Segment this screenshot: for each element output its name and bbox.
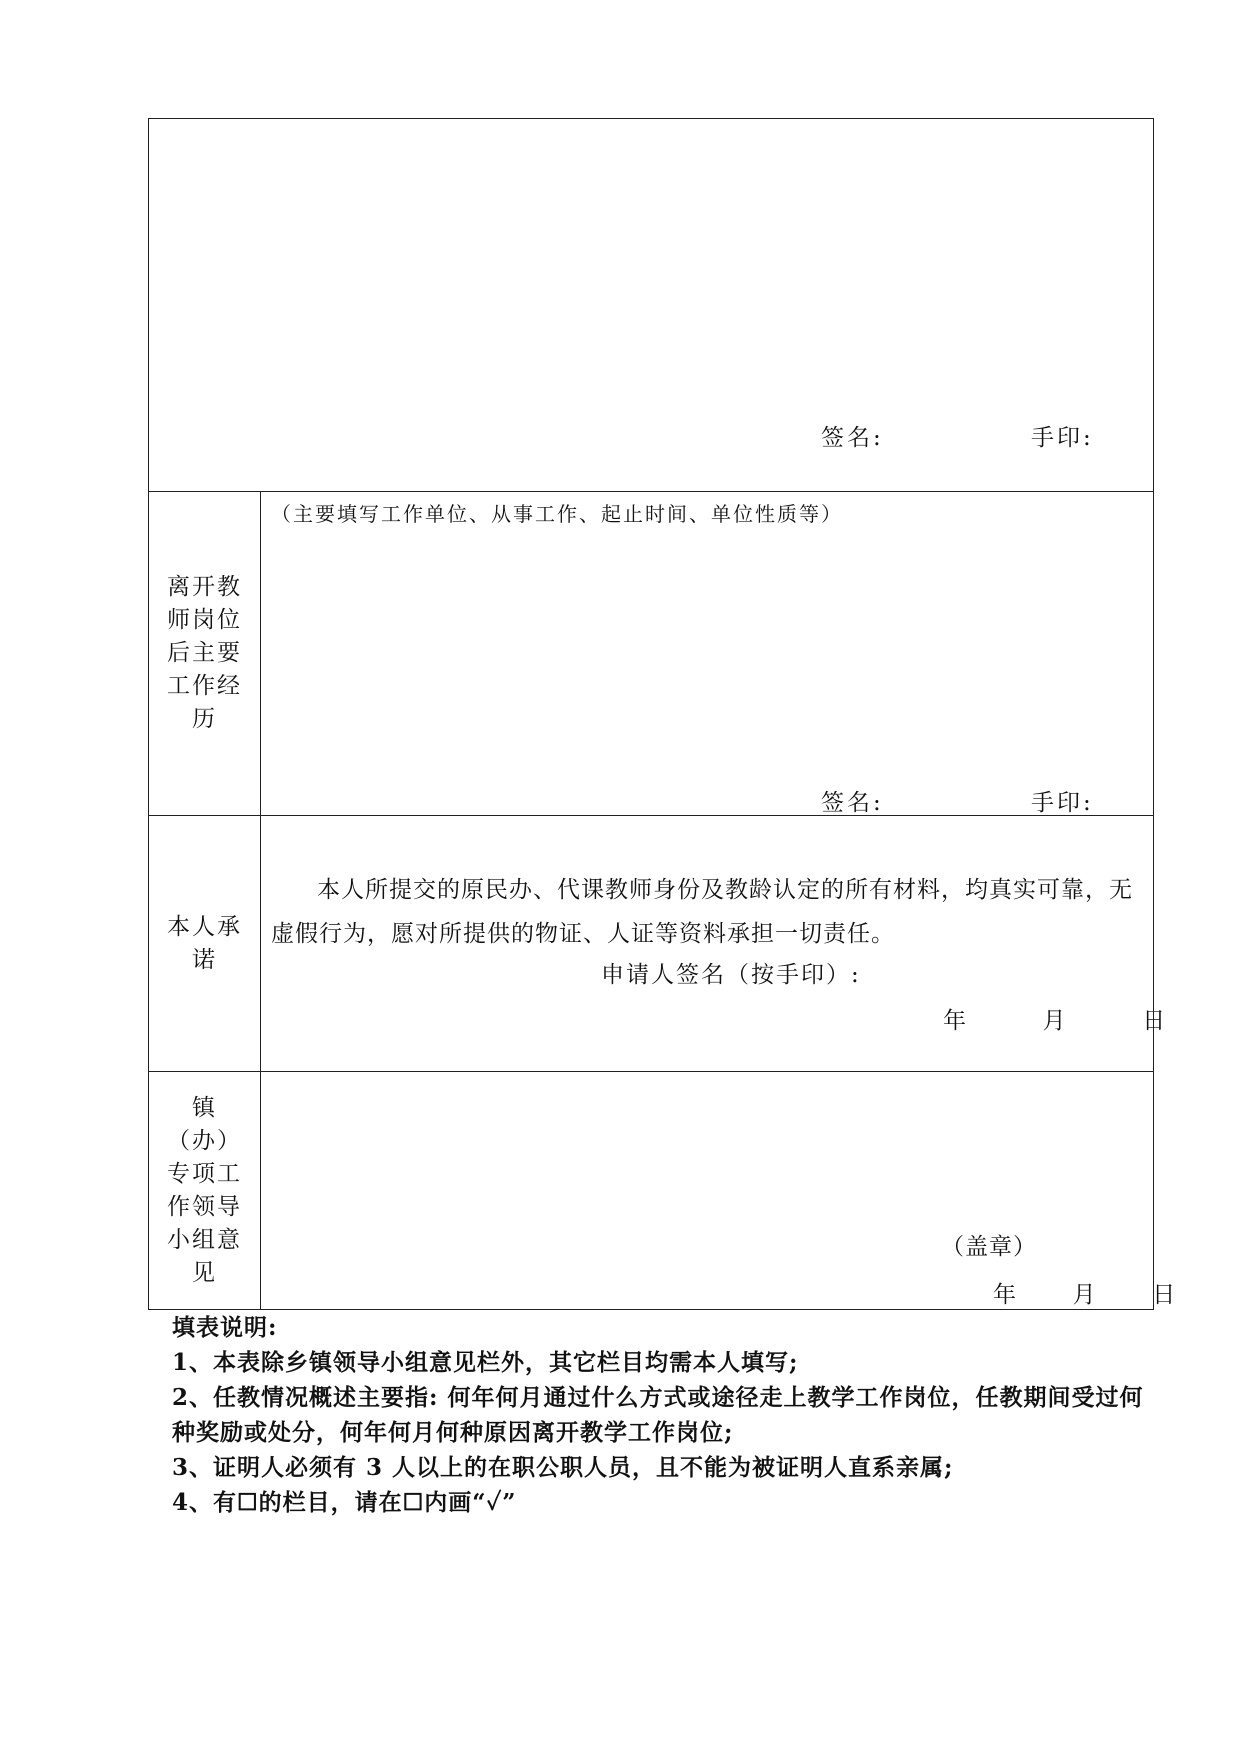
- commitment-label-cell: [149, 816, 261, 1071]
- commitment-year: 年: [943, 1008, 966, 1034]
- commitment-date-line: [943, 1002, 1165, 1035]
- form-instructions: [172, 1310, 1162, 1520]
- work-history-hint: （主要填写工作单位、从事工作、起止时间、单位性质等）: [271, 502, 843, 526]
- instruction-item: 2、任教情况概述主要指: 何年何月通过什么方式或途径走上教学工作岗位，任教期间受过何种奖励或处分，何年何月何种原因离开教学工作岗位;: [172, 1384, 1144, 1446]
- town-opinion-content[interactable]: [261, 1072, 1176, 1309]
- town-opinion-day: 日: [1152, 1282, 1176, 1308]
- commitment-month: 月: [1042, 1008, 1066, 1034]
- instruction-item: 1、本表除乡镇领导小组意见栏外，其它栏目均需本人填写;: [172, 1349, 799, 1376]
- town-opinion-year: 年: [993, 1282, 1016, 1308]
- commitment-text: 本人所提交的原民办、代课教师身份及教龄认定的所有材料，均真实可靠，无虚假行为，愿对所提供的物证、人证等资料承担一切责任。: [271, 877, 1133, 947]
- applicant-signature-label: 申请人签名（按手印）:: [601, 962, 861, 988]
- town-opinion-label-cell: [149, 1072, 261, 1309]
- work-history-label-cell: [149, 492, 261, 815]
- town-opinion-month: 月: [1072, 1282, 1096, 1308]
- town-opinion-label: 镇（办）专项工作领导小组意见: [167, 1094, 242, 1286]
- instruction-item: 3、证明人必须有 3 人以上的在职公职人员，且不能为被证明人直系亲属;: [172, 1454, 954, 1481]
- fingerprint-label: 手印:: [1031, 425, 1094, 451]
- work-history-fingerprint-label: 手印:: [1031, 790, 1094, 816]
- commitment-day: 日: [1142, 1008, 1166, 1034]
- signature-label: 签名:: [821, 425, 884, 451]
- work-history-content[interactable]: [261, 492, 1153, 815]
- seal-label: （盖章）: [941, 1234, 1037, 1260]
- application-form-table: [148, 118, 1176, 1310]
- top-section-row: [149, 119, 1153, 491]
- commitment-content[interactable]: [261, 816, 1166, 1071]
- work-history-label: 离开教师岗位后主要工作经历: [167, 574, 242, 732]
- instruction-item: 4、有☐的栏目，请在☐内画“✓”: [172, 1489, 517, 1516]
- town-opinion-date-line: [993, 1276, 1175, 1309]
- commitment-row: [149, 815, 1166, 1071]
- work-history-signature-label: 签名:: [821, 790, 884, 816]
- instructions-title: 填表说明:: [172, 1314, 278, 1341]
- top-section-content[interactable]: [149, 119, 1153, 491]
- town-opinion-row: [149, 1071, 1176, 1309]
- work-history-row: [149, 491, 1153, 815]
- commitment-label: 本人承诺: [167, 913, 242, 973]
